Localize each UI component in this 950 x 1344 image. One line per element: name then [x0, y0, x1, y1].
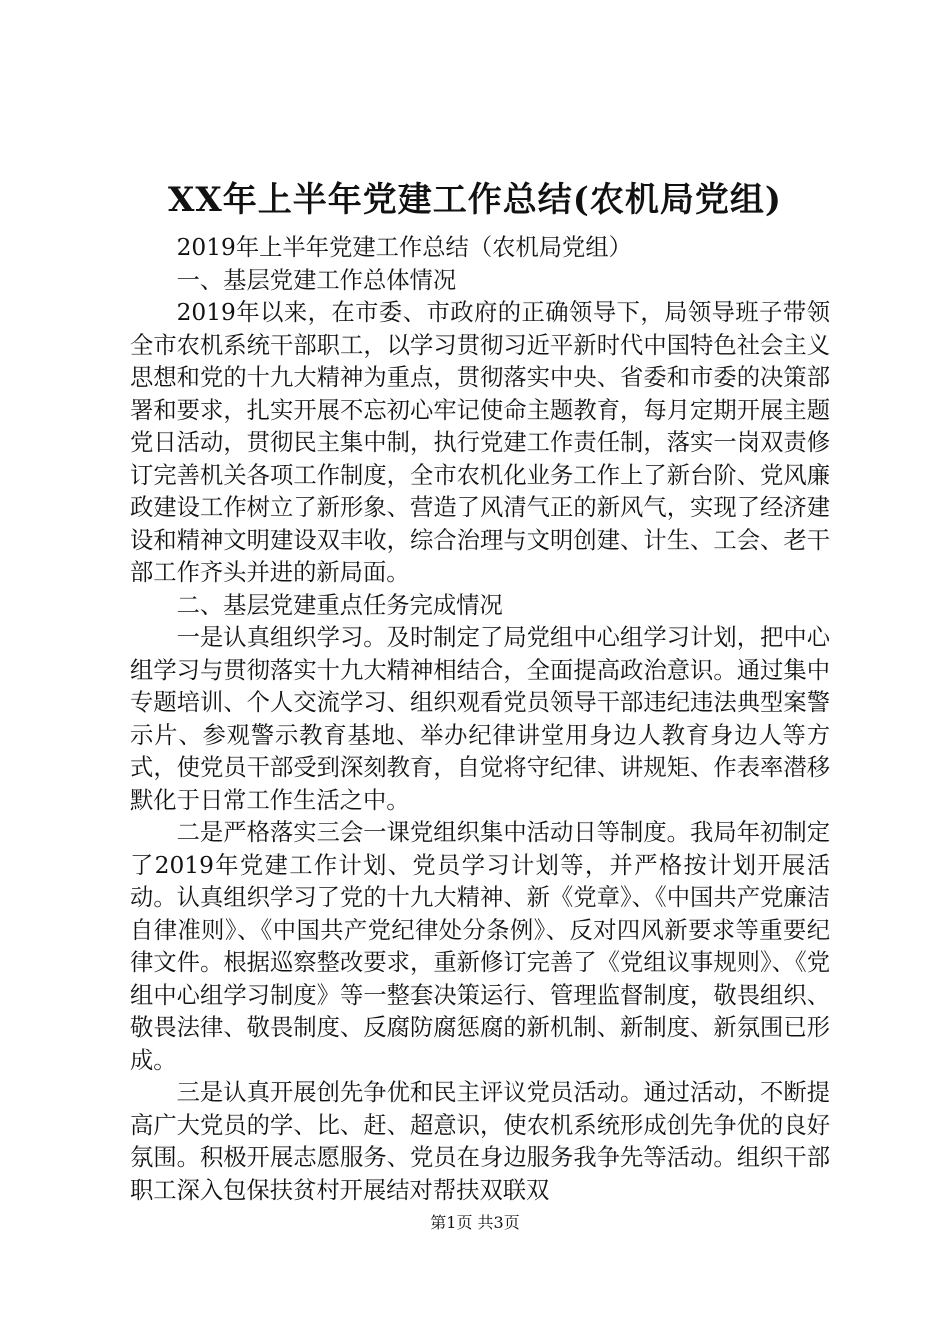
body-paragraph-2: 一是认真组织学习。及时制定了局党组中心组学习计划，把中心组学习与贯彻落实十九大精神相结合，全面提高政治意识。通过集中专题培训、个人交流学习、组织观看党员领导干部违纪违法典型案警示片、参观警示教育基地、举办纪律讲堂用身边人教育身边人等方式，使党员干部受到深刻教育，自觉将守纪律、讲规矩、作表率潜移默化于日常工作生活之中。 — [130, 624, 830, 814]
document-body — [130, 232, 830, 1207]
section-heading-1: 一、基层党建工作总体情况 — [176, 266, 457, 294]
body-paragraph-3: 二是严格落实三会一课党组织集中活动日等制度。我局年初制定了2019年党建工作计划、党员学习计划等，并严格按计划开展活动。认真组织学习了党的十九大精神、新《党章》、《中国共产党廉洁自律准则》、《中国共产党纪律处分条例》、反对四风新要求等重要纪律文件。根据巡察整改要求，重新修订完善了《党组议事规则》、《党组中心组学习制度》等一整套决策运行、管理监督制度，敬畏组织、敬畏法律、敬畏制度、反腐防腐惩腐的新机制、新制度、新氛围已形成。 — [130, 819, 830, 1074]
subtitle-paragraph: 2019年上半年党建工作总结（农机局党组） — [176, 234, 632, 261]
document-title: XX年上半年党建工作总结(农机局党组) — [168, 180, 782, 220]
body-paragraph-4: 三是认真开展创先争优和民主评议党员活动。通过活动，不断提高广大党员的学、比、赶、超意识，使农机系统形成创先争优的良好氛围。积极开展志愿服务、党员在身边服务我争先等活动。组织干部职工深入包保扶贫村开展结对帮扶双联双 — [130, 1079, 830, 1204]
section-heading-2: 二、基层党建重点任务完成情况 — [176, 591, 503, 619]
body-paragraph-1: 2019年以来，在市委、市政府的正确领导下，局领导班子带领全市农机系统干部职工，以学习贯彻习近平新时代中国特色社会主义思想和党的十九大精神为重点，贯彻落实中央、省委和市委的决策部署和要求，扎实开展不忘初心牢记使命主题教育，每月定期开展主题党日活动，贯彻民主集中制，执行党建工作责任制，落实一岗双责修订完善机关各项工作制度，全市农机化业务工作上了新台阶、党风廉政建设工作树立了新形象、营造了风清气正的新风气，实现了经济建设和精神文明建设双丰收，综合治理与文明创建、计生、工会、老干部工作齐头并进的新局面。 — [130, 299, 830, 586]
page-footer: 第1页 共3页 — [430, 1213, 520, 1232]
